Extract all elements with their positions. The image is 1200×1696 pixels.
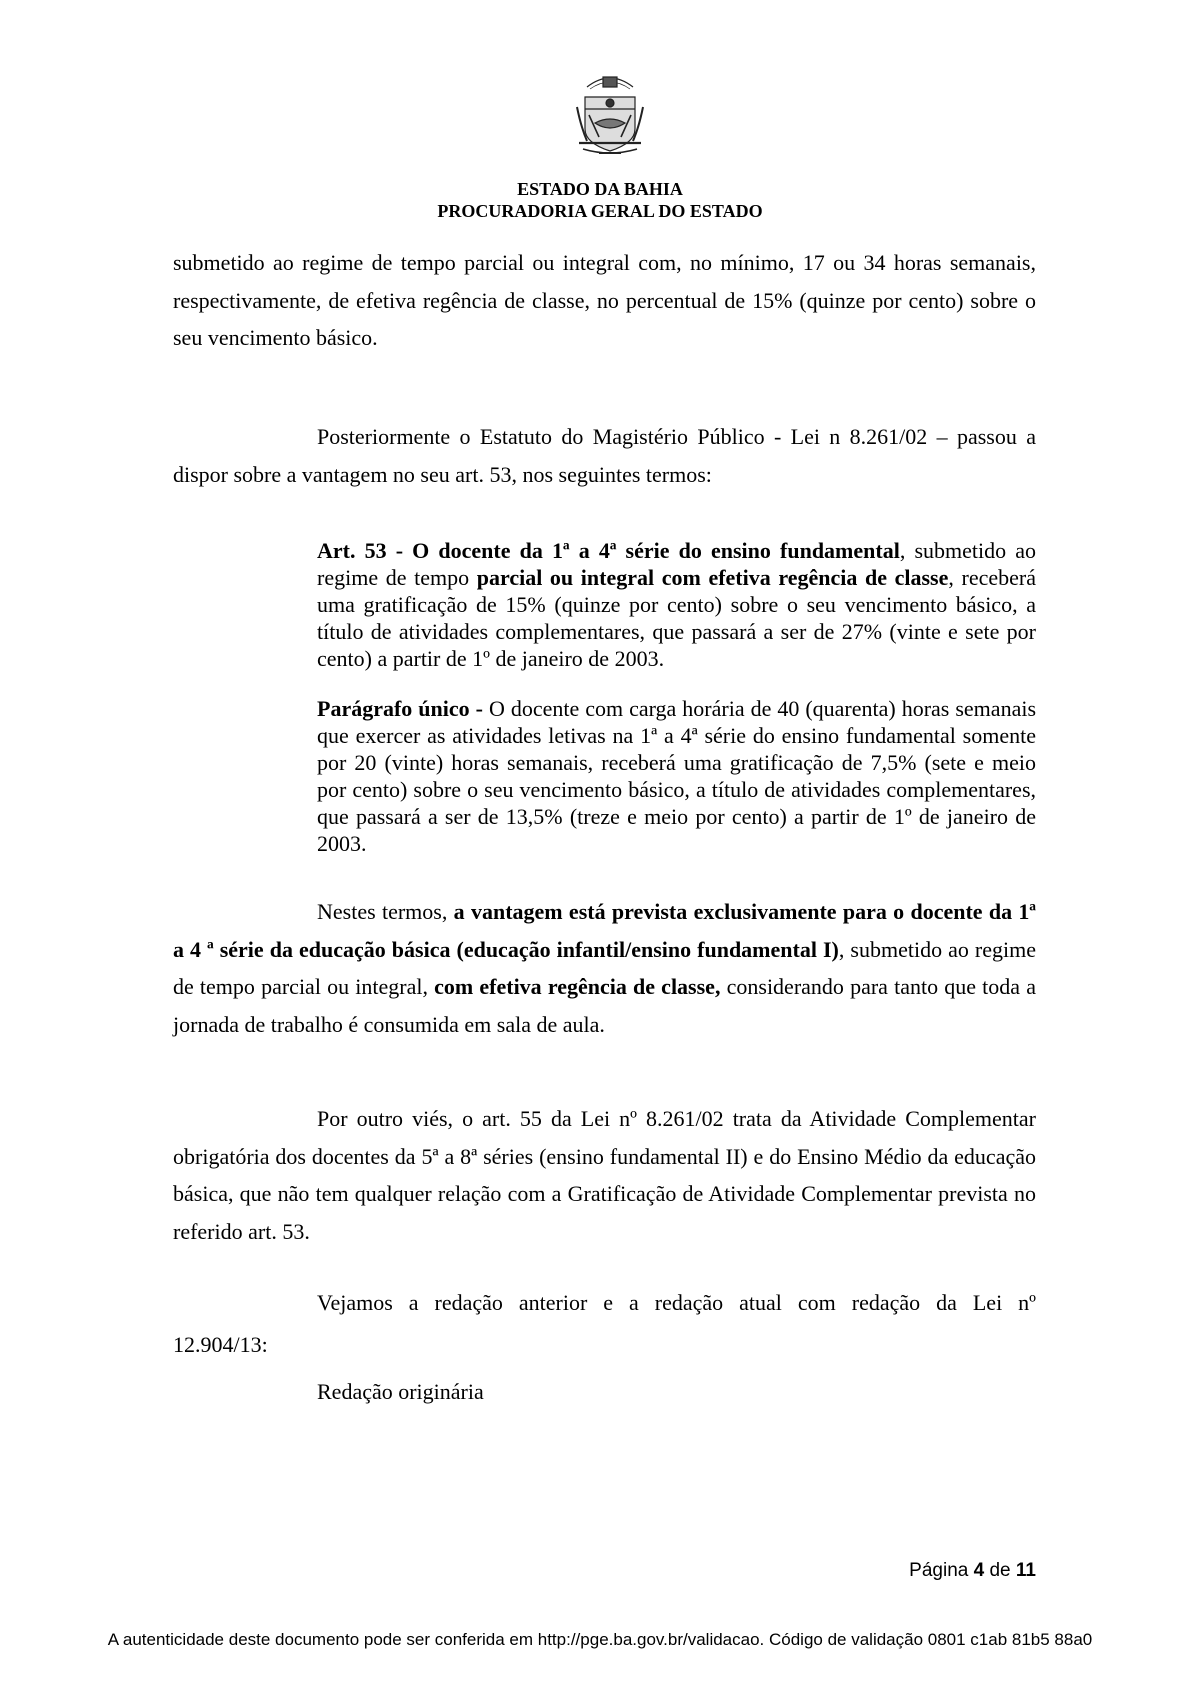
quote-paragrafo-lead: Parágrafo único - (317, 696, 489, 721)
quote-paragrafo-text: O docente com carga horária de 40 (quarenta) horas semanais que exercer as atividades letivas na 1ª a 4ª série do ensino fundamental somente por 20 (vinte) horas semanais, receberá uma gratificação de 7,5% (sete e meio por cento) sobre o seu vencimento básico, a título de atividades complementares, que passará a ser de 13,5% (treze e meio por cento) a partir de 1º de janeiro de 2003. (317, 696, 1037, 856)
quote-art-53 (317, 537, 1036, 672)
header-state: ESTADO DA BAHIA (517, 179, 683, 199)
page-number-label: Página (909, 1560, 969, 1581)
validation-footer: A autenticidade deste documento pode ser conferida em http://pge.ba.gov.br/validacao. Código de validação 0801 c1ab 81b5 88a0 (107, 1630, 1093, 1649)
paragraph-3-bold-a: a vantagem está prevista exclusivamente para o docente da 1ª a 4 ª série da educação básica (educação infantil/ensino fundamental I) (173, 899, 1037, 962)
quote-art-53-lead: Art. 53 - O docente da 1ª a 4ª série do ensino fundamental (317, 538, 900, 563)
quote-art-53-text-a: , submetido ao regime de tempo (317, 538, 1037, 590)
page-number-current: 4 (973, 1560, 985, 1581)
paragraph-4 (173, 1100, 1036, 1250)
intro-paragraph: submetido ao regime de tempo parcial ou integral com, no mínimo, 17 ou 34 horas semanais, respectivamente, de efetiva regência de classe, no percentual de 15% (quinze por cento) sobre o seu vencimento básico. (173, 250, 1036, 350)
paragraph-3-text-c: considerando para tanto que toda a jornada de trabalho é consumida em sala de aula. (173, 974, 1036, 1037)
paragraph-5-line-2: 12.904/13: (173, 1332, 268, 1357)
paragraph-3-text-a: Nestes termos, (317, 899, 454, 924)
page-number (909, 1560, 1036, 1582)
paragraph-4-text: Por outro viés, o art. 55 da Lei nº 8.261/02 trata da Atividade Complementar obrigatória dos docentes da 5ª a 8ª séries (ensino fundamental II) e do Ensino Médio da educação básica, que não tem qualquer relação com a Gratificação de Atividade Complementar prevista no referido art. 53. (173, 1106, 1036, 1244)
quote-paragrafo-unico (317, 695, 1036, 857)
page-number-of: de (989, 1560, 1011, 1581)
page-number-total: 11 (1015, 1560, 1036, 1581)
quote-art-53-text-b: , receberá uma gratificação de 15% (quinze por cento) sobre o seu vencimento básico, a título de atividades complementares, que passará a ser de 27% (vinte e sete por cento) a partir de 1º de janeiro de 2003. (317, 565, 1036, 671)
paragraph-3-bold-b: com efetiva regência de classe, (434, 974, 721, 999)
subheading-redacao-originaria: Redação originária (317, 1379, 484, 1404)
header-agency: PROCURADORIA GERAL DO ESTADO (437, 201, 763, 221)
paragraph-3 (173, 893, 1036, 1043)
paragraph-5-line-1: Vejamos a redação anterior e a redação atual com redação da Lei nº (317, 1290, 1036, 1315)
paragraph-3-text-b: , submetido ao regime de tempo parcial ou integral, (173, 936, 1036, 999)
coat-of-arms-icon (575, 67, 645, 159)
paragraph-2 (173, 418, 1036, 493)
quote-art-53-emphasis: parcial ou integral com efetiva regência de classe (476, 565, 949, 590)
paragraph-2-text: Posteriormente o Estatuto do Magistério Público - Lei n 8.261/02 – passou a dispor sobre a vantagem no seu art. 53, nos seguintes termos: (173, 424, 1036, 487)
